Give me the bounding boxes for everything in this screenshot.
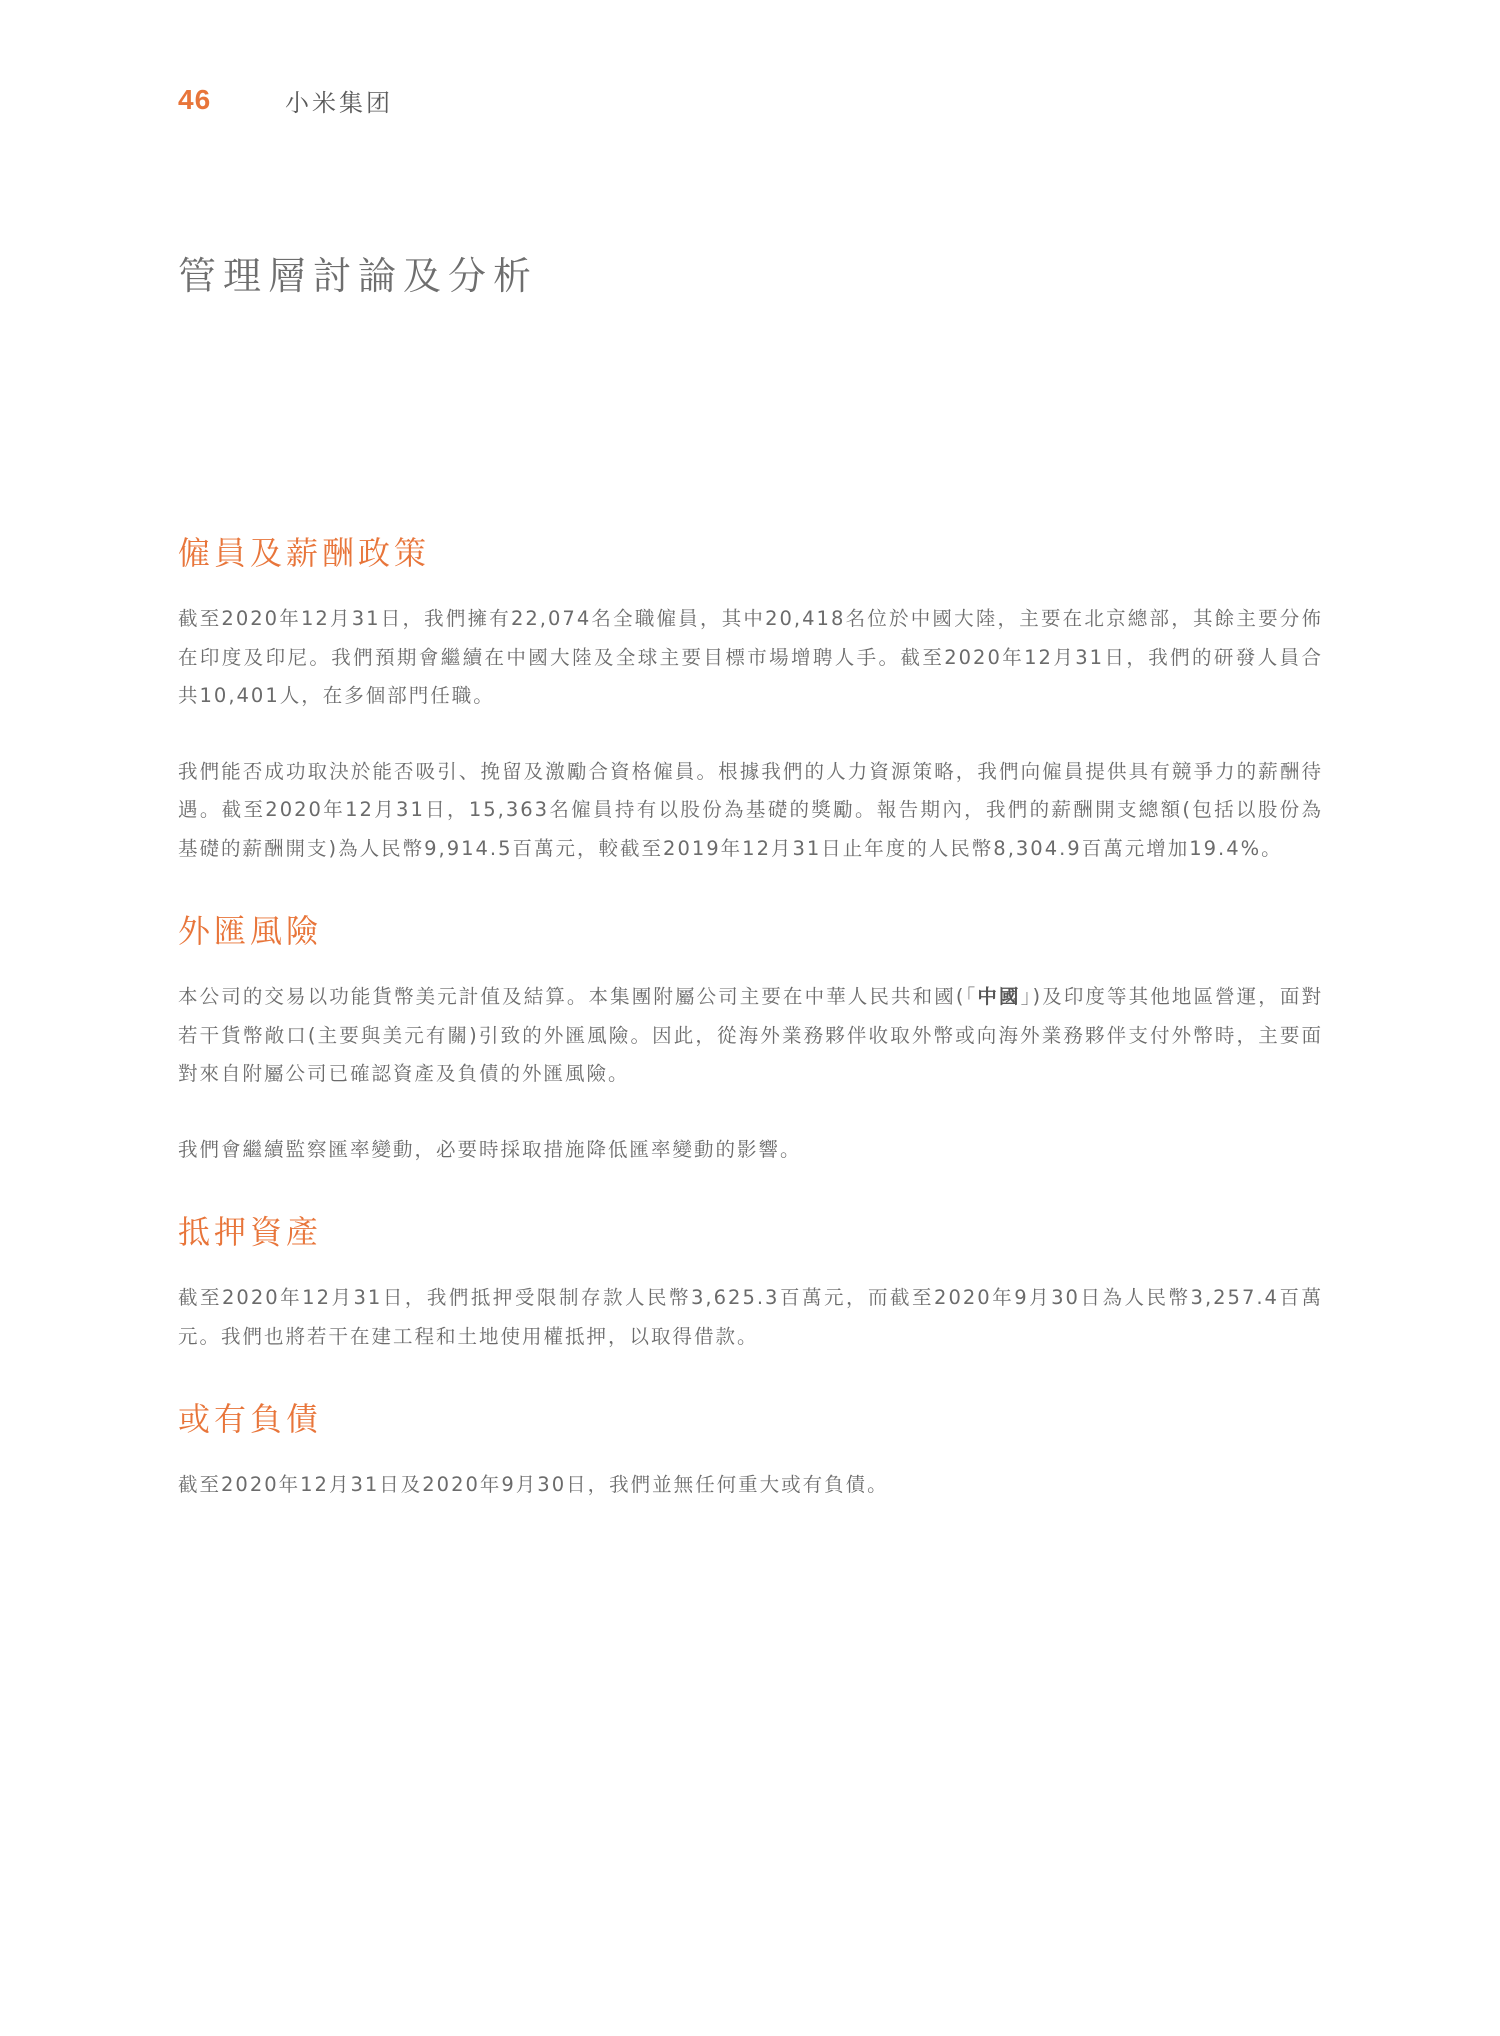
section-heading: 抵押資產 bbox=[178, 1213, 323, 1251]
paragraph bbox=[178, 978, 1323, 1094]
defined-term: 中國 bbox=[977, 985, 1021, 1008]
section-heading: 或有負債 bbox=[178, 1400, 323, 1438]
section-contingent-liabilities bbox=[178, 1394, 1323, 1505]
paragraph: 截至2020年12月31日，我們抵押受限制存款人民幣3,625.3百萬元，而截至2020年9月30日為人民幣3,257.4百萬元。我們也將若干在建工程和土地使用權抵押，以取得借款。 bbox=[178, 1286, 1323, 1348]
section-heading: 外匯風險 bbox=[178, 912, 323, 950]
paragraph: 截至2020年12月31日，我們擁有22,074名全職僱員，其中20,418名位於中國大陸，主要在北京總部，其餘主要分佈在印度及印尼。我們預期會繼續在中國大陸及全球主要目標市場增聘人手。截至2020年12月31日，我們的研發人員合共10,401人，在多個部門任職。 bbox=[178, 607, 1323, 707]
paragraph: 我們能否成功取決於能否吸引、挽留及激勵合資格僱員。根據我們的人力資源策略，我們向僱員提供具有競爭力的薪酬待遇。截至2020年12月31日，15,363名僱員持有以股份為基礎的獎勵。報告期內，我們的薪酬開支總額(包括以股份為基礎的薪酬開支)為人民幣9,914.5百萬元，較截至2019年12月31日止年度的人民幣8,304.9百萬元增加19.4%。 bbox=[178, 759, 1323, 860]
page-title: 管理層討論及分析 bbox=[178, 254, 539, 298]
section-heading: 僱員及薪酬政策 bbox=[178, 534, 431, 572]
paragraph-text: 」)及印度等其他地區營運，面對若干貨幣敞口(主要與美元有關)引致的外匯風險。因此，從海外業務夥伴收取外幣或向海外業務夥伴支付外幣時，主要面對來自附屬公司已確認資產及負債的外匯風險。 bbox=[178, 985, 1323, 1085]
section-employees-remuneration bbox=[178, 528, 1323, 868]
paragraph: 我們會繼續監察匯率變動，必要時採取措施降低匯率變動的影響。 bbox=[178, 1137, 802, 1161]
page-number: 46 bbox=[178, 84, 212, 115]
company-name: 小米集团 bbox=[285, 88, 393, 117]
section-pledged-assets bbox=[178, 1207, 1323, 1356]
paragraph-text: 本公司的交易以功能貨幣美元計值及結算。本集團附屬公司主要在中華人民共和國(「 bbox=[178, 985, 978, 1008]
page-header bbox=[178, 82, 393, 118]
paragraph: 截至2020年12月31日及2020年9月30日，我們並無任何重大或有負債。 bbox=[178, 1473, 889, 1496]
content bbox=[178, 528, 1323, 1505]
section-foreign-exchange-risk bbox=[178, 906, 1323, 1169]
